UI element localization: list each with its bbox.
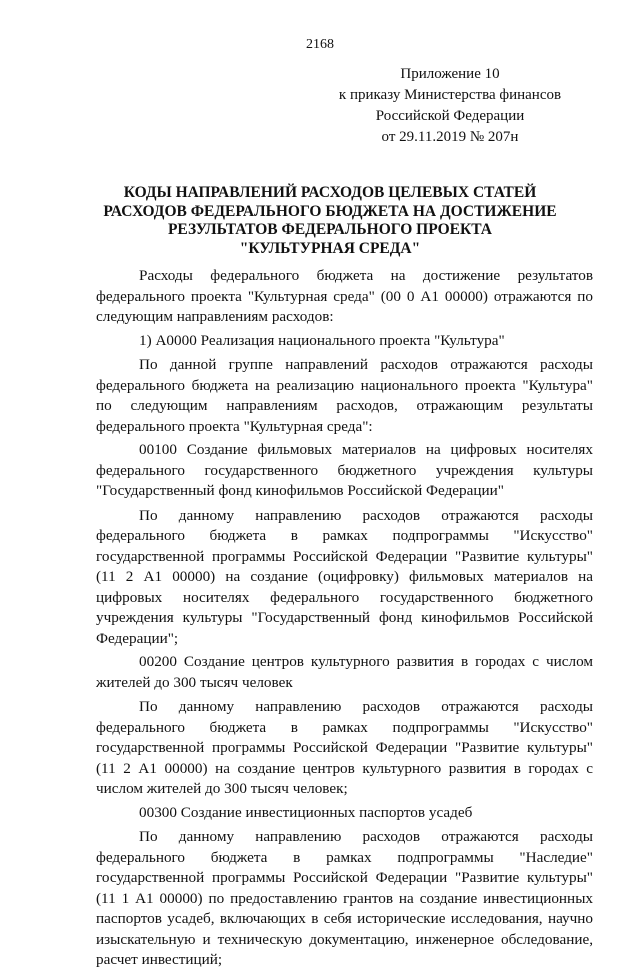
title-line-3: РЕЗУЛЬТАТОВ ФЕДЕРАЛЬНОГО ПРОЕКТА (167, 221, 493, 238)
document-body (96, 266, 593, 974)
section-description-a0000: По данной группе направлений расходов отражаются расходы федерального бюджета на реализацию национального проекта "Культура" по следующим направлениям расходов, отражающим результаты федерального проекта "Культурная среда": (96, 356, 593, 435)
code-00300-title: 00300 Создание инвестиционных паспортов усадеб (139, 803, 473, 821)
code-00300-description: По данному направлению расходов отражаются расходы федерального бюджета в рамках подпрограммы "Наследие" государственной программы Российской Федерации "Развитие культуры" (11 1 А1 00000) по предоставлению грантов на создание инвестиционных паспортов усадеб, включающих в себя исторические исследования, научно изыскательную и техническую документацию, инженерное обследование, расчет инвестиций; (96, 828, 593, 968)
appendix-block (300, 64, 600, 148)
code-00200-title: 00200 Создание центров культурного развития в городах с числом жителей до 300 тысяч человек (96, 653, 593, 691)
appendix-line-1: Приложение 10 (400, 66, 500, 82)
section-heading-a0000: 1) А0000 Реализация национального проекта "Культура" (139, 331, 505, 349)
title-line-2: РАСХОДОВ ФЕДЕРАЛЬНОГО БЮДЖЕТА НА ДОСТИЖЕНИЕ (103, 202, 557, 220)
page-number: 2168 (306, 37, 334, 52)
appendix-line-3: Российской Федерации (375, 108, 525, 124)
title-line-4: "КУЛЬТУРНАЯ СРЕДА" (239, 239, 421, 257)
appendix-line-2: к приказу Министерства финансов (338, 87, 562, 103)
title-line-1: КОДЫ НАПРАВЛЕНИЙ РАСХОДОВ ЦЕЛЕВЫХ СТАТЕЙ (123, 184, 537, 201)
appendix-line-4: от 29.11.2019 № 207н (381, 129, 519, 145)
intro-paragraph: Расходы федерального бюджета на достижение результатов федерального проекта "Культурная среда" (00 0 А1 00000) отражаются по следующим направлениям расходов: (96, 267, 593, 325)
code-00100-description: По данному направлению расходов отражаются расходы федерального бюджета в рамках подпрограммы "Искусство" государственной программы Российской Федерации "Развитие культуры" (11 2 А1 00000) на создание (оцифровку) фильмовых материалов на цифровых носителях федерального государственного бюджетного учреждения культуры "Государственный фонд кинофильмов Российской Федерации"; (96, 506, 593, 647)
code-00100-title: 00100 Создание фильмовых материалов на цифровых носителях федерального государственного бюджетного учреждения культуры "Государственный фонд кинофильмов Российской Федерации" (96, 441, 593, 499)
code-00200-description: По данному направлению расходов отражаются расходы федерального бюджета в рамках подпрограммы "Искусство" государственной программы Российской Федерации "Развитие культуры" (11 2 А1 00000) на создание центров культурного развития в городах с числом жителей до 300 тысяч человек; (96, 698, 593, 797)
document-title (80, 184, 580, 258)
